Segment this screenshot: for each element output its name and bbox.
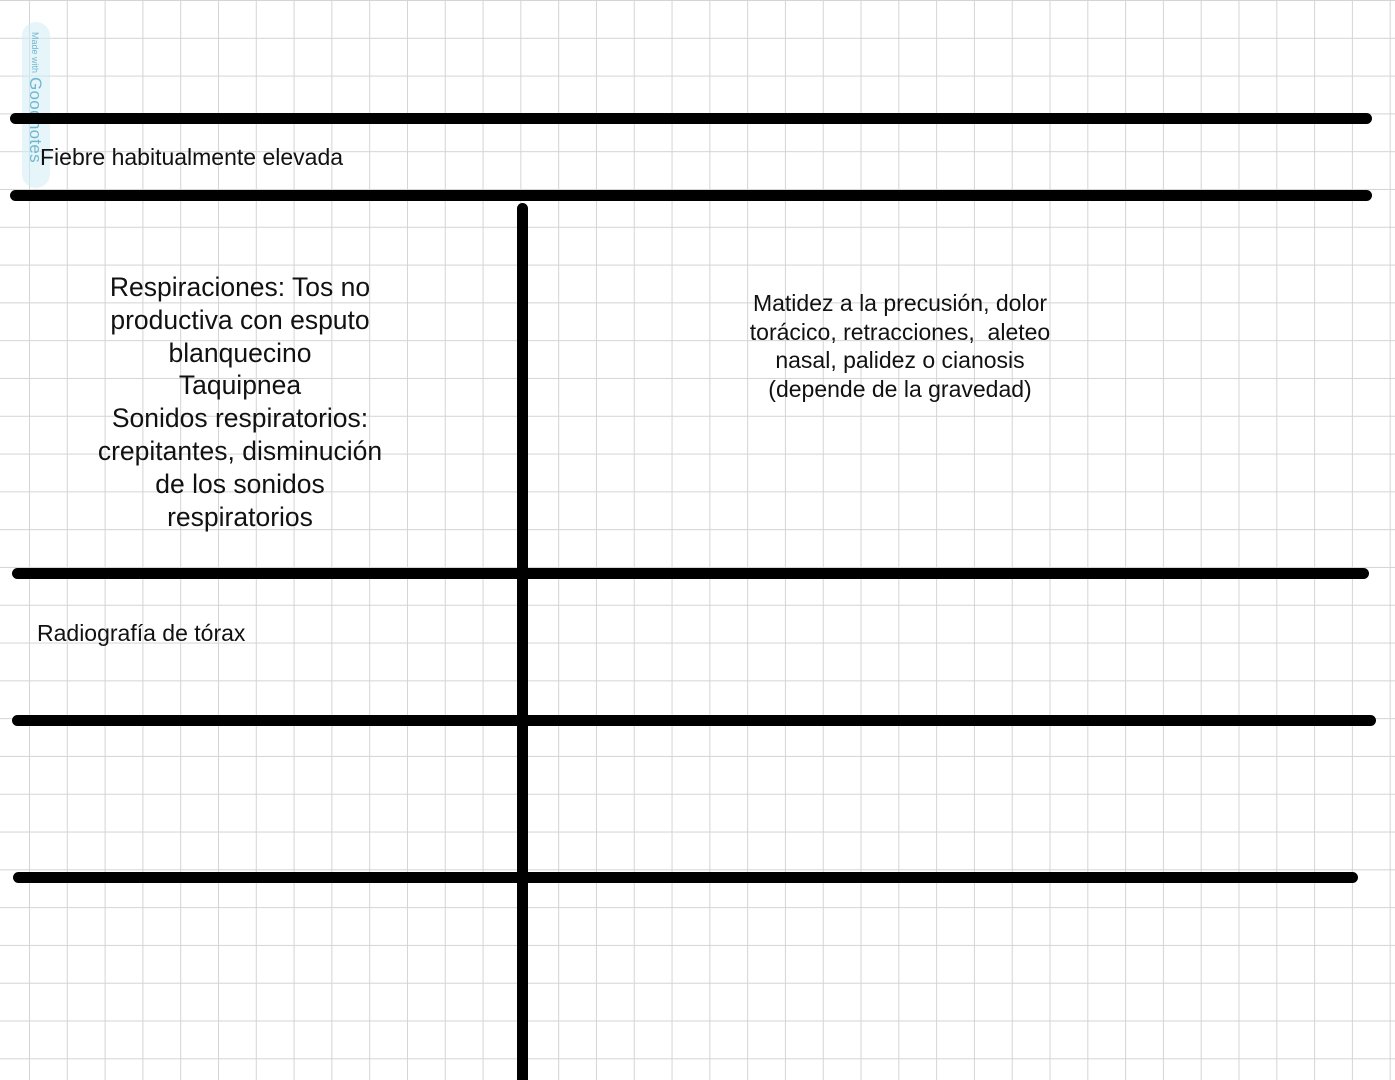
table-line-row3-bottom: [12, 715, 1376, 726]
physical-findings-line: (depende de la gravedad): [768, 376, 1032, 403]
respiratory-signs-line: Respiraciones: Tos no: [109, 272, 371, 302]
table-line-row4-bottom: [13, 872, 1358, 883]
cell-chest-xray: Radiografía de tórax: [37, 620, 246, 646]
physical-findings-line: torácico, retracciones, aleteo: [749, 318, 1051, 345]
respiratory-signs-line: blanquecino: [168, 337, 312, 368]
respiratory-signs-line: productiva con esputo: [110, 304, 370, 335]
cell-physical-findings: [700, 289, 1100, 404]
respiratory-signs-line: Taquipnea: [178, 370, 302, 401]
cell-respiratory-signs: [60, 271, 420, 533]
respiratory-signs-line: respiratorios: [167, 501, 313, 532]
table-line-row1-bottom: [10, 190, 1372, 201]
physical-findings-line: Matidez a la precusión, dolor: [752, 290, 1048, 316]
respiratory-signs-line: crepitantes, disminución: [97, 435, 383, 466]
watermark-made-with: Made with: [30, 32, 40, 74]
physical-findings-line: nasal, palidez o cianosis: [775, 347, 1025, 374]
cell-fever: Fiebre habitualmente elevada: [40, 144, 344, 170]
table-line-row2-bottom: [12, 568, 1369, 579]
respiratory-signs-line: de los sonidos: [155, 468, 325, 499]
table-column-divider: [517, 203, 528, 1080]
table-line-top: [10, 113, 1372, 124]
respiratory-signs-line: Sonidos respiratorios:: [111, 403, 369, 434]
